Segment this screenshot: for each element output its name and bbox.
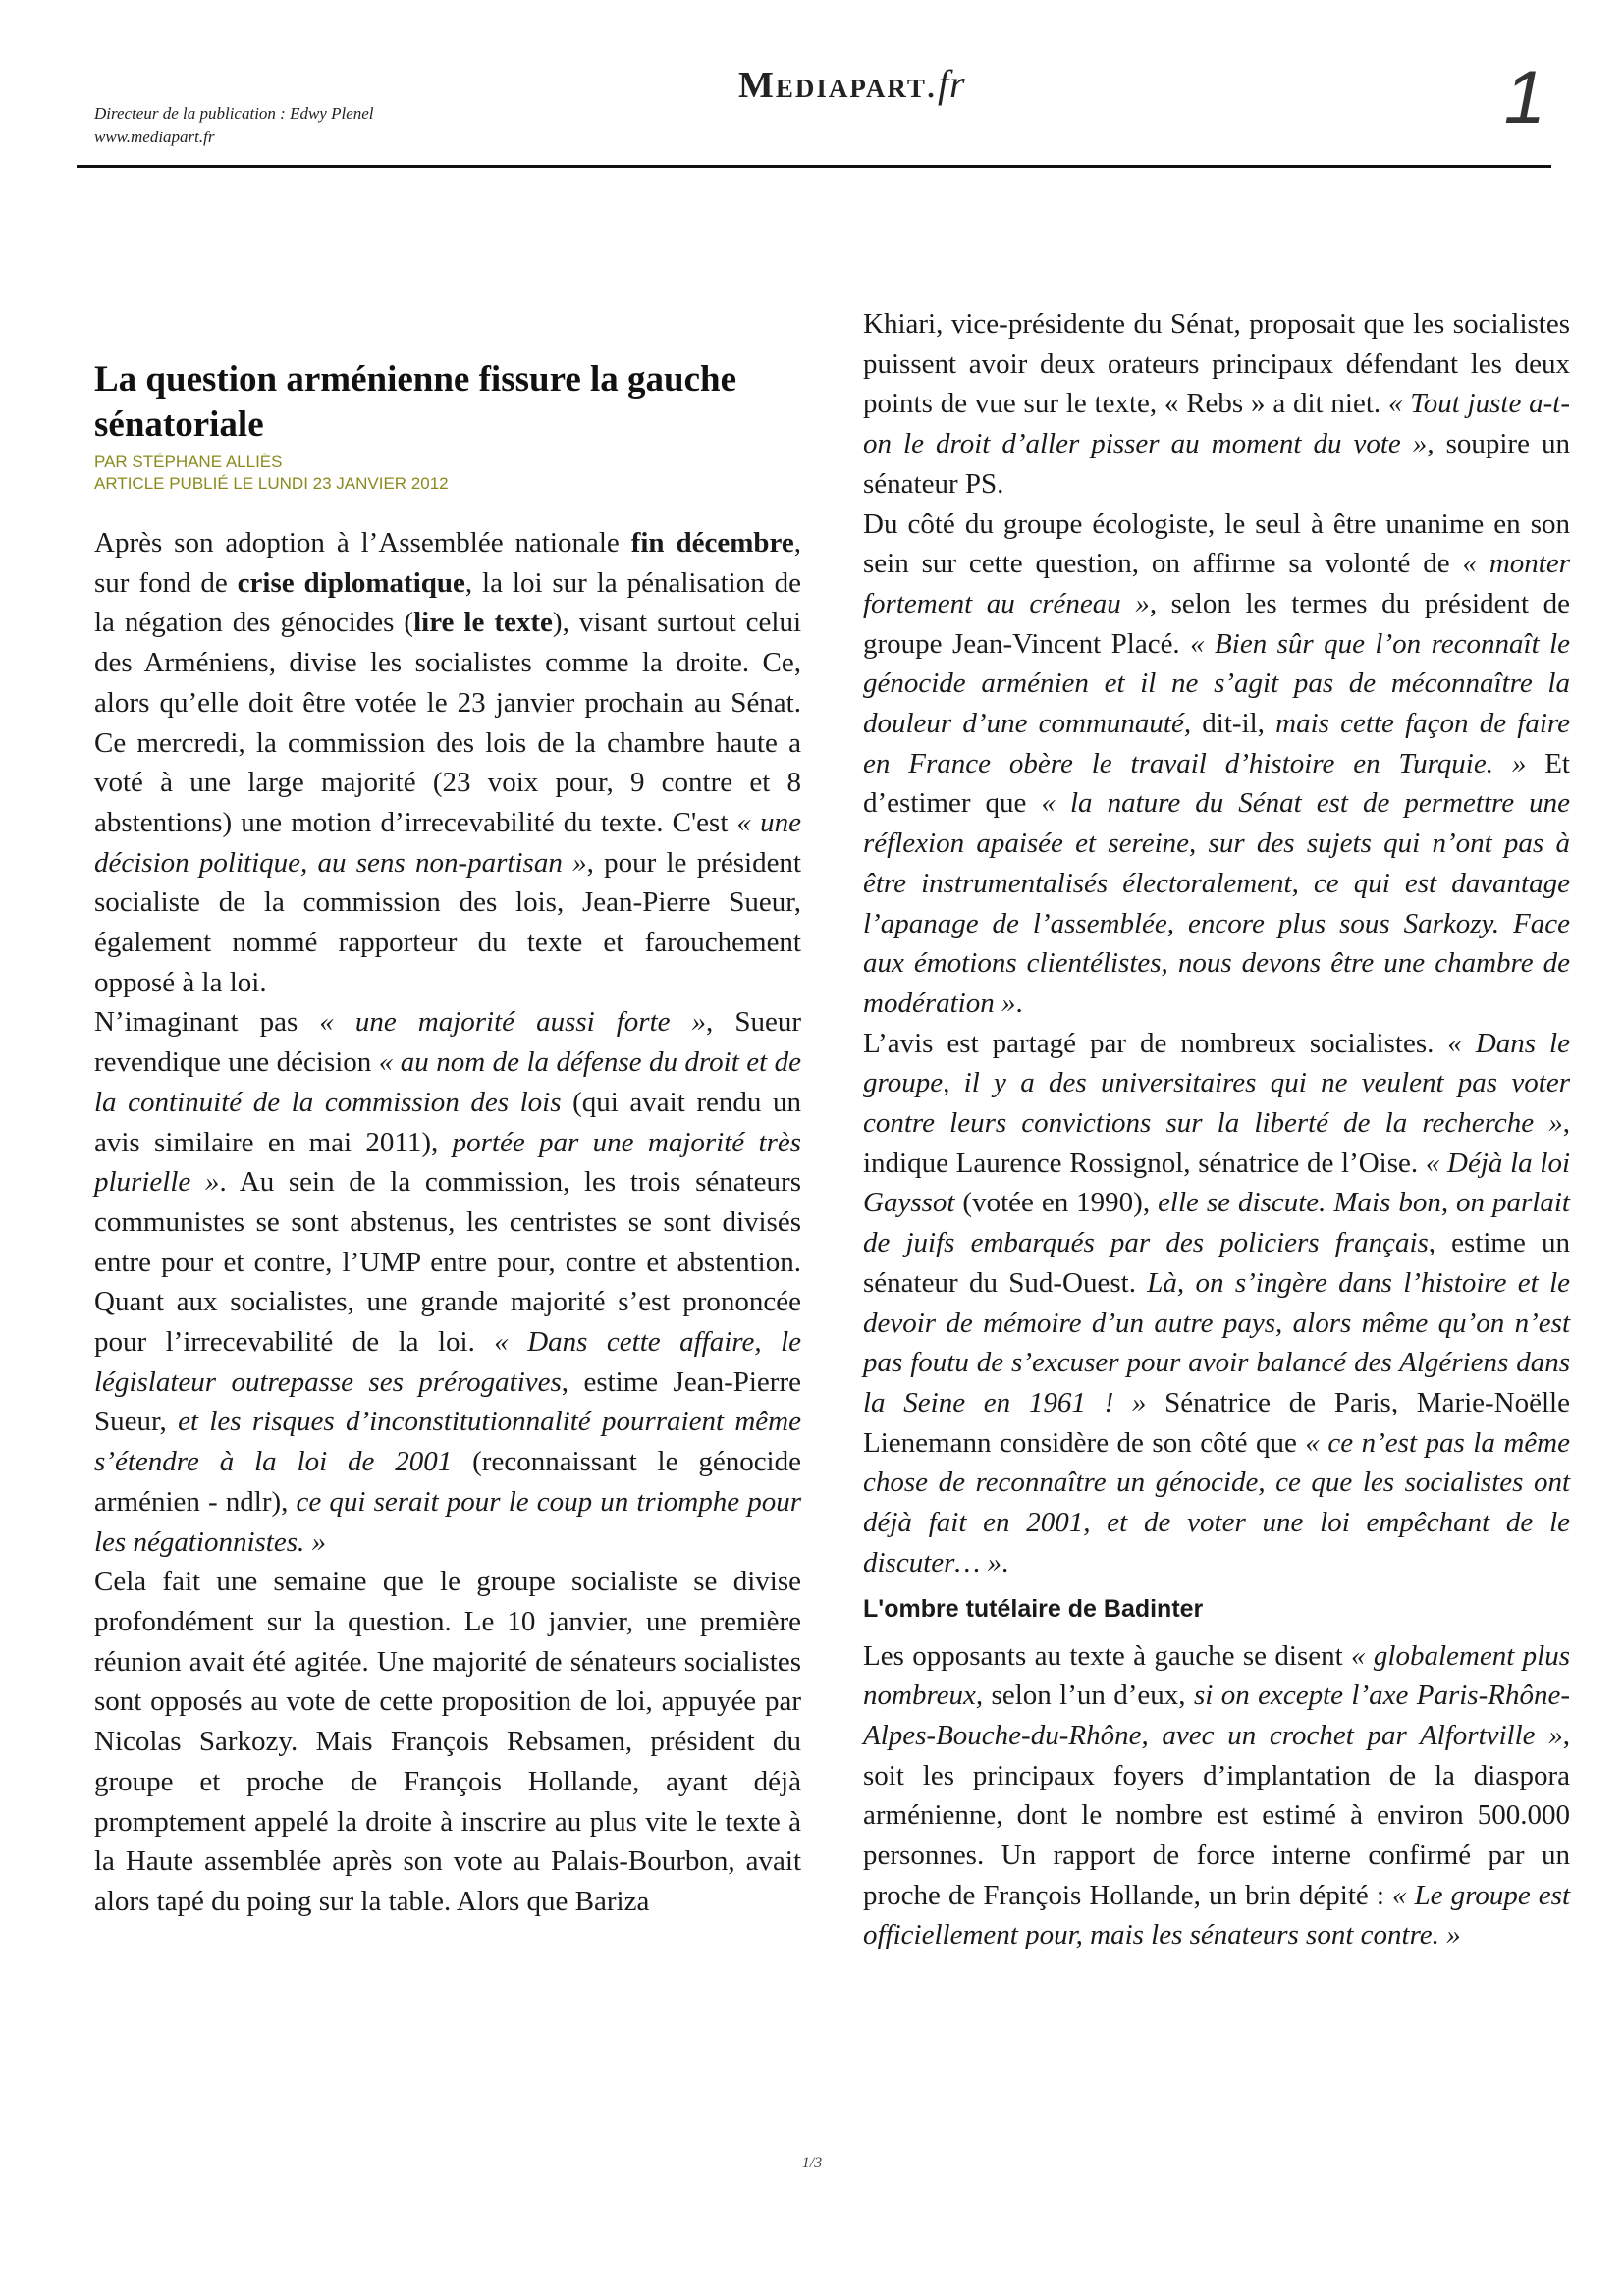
paragraph (863, 1636, 1570, 1956)
quote: « la nature du Sénat est de permettre une réflexion apaisée et sereine, sur des sujets qui n’ont pas à être instrumentalisés électoralement, ce qui est davantage l’apanage de l’assemblée, encore plus sous Sarkozy. Face aux émotions clientélistes, nous devons être une chambre de modération » (863, 787, 1571, 1019)
logo-main: Mediapart (738, 65, 927, 106)
quote: Là, on s’ingère dans l’histoire et le devoir de mémoire d’un autre pays, alors même qu’on n’est pas foutu de s’excuser pour avoir balancé des Algériens dans la Seine en 1961 ! » (863, 1266, 1570, 1418)
text-run: Khiari, vice-présidente du Sénat, proposait que les socialistes puissent avoir deux orateurs principaux défendant les deux points de vue sur le texte, « Rebs » a dit niet. (863, 308, 1570, 420)
paragraph (863, 1024, 1570, 1583)
text-run: . (1001, 1546, 1009, 1578)
quote: « une majorité aussi forte » (319, 1006, 707, 1039)
header-divider (77, 165, 1551, 168)
paragraph (94, 523, 801, 1002)
paragraph (94, 1002, 801, 1562)
text-run: Après son adoption à l’Assemblée nationale (94, 527, 631, 559)
text-run: , estime un sénateur du Sud-Ouest. (863, 1227, 1570, 1299)
page-indicator: 1/3 (801, 2155, 823, 2171)
publication-info (94, 102, 374, 149)
date-line: ARTICLE PUBLIÉ LE LUNDI 23 JANVIER 2012 (94, 474, 449, 493)
text-run: , sur fond de (94, 527, 801, 599)
text-run: ), visant surtout celui des Arméniens, divise les socialistes comme la droite. Ce, alors qu’elle doit être votée le 23 janvier prochain au Sénat. Ce mercredi, la commission des lois de la chambre haute a voté à une large majorité (23 voix pour, 9 contre et 8 abstentions) une motion d’irrecevabilité du texte. C'est (94, 607, 802, 838)
paragraph (863, 304, 1570, 505)
quote: « au nom de la défense du droit et de la continuité de la commission des lois (94, 1046, 802, 1118)
text-run: selon l’un d’eux, (983, 1680, 1194, 1712)
text-run: Du côté du groupe écologiste, le seul à être unanime en son sein sur cette question, on affirme sa volonté de (863, 507, 1570, 580)
quote: « Le groupe est officiellement pour, mais les sénateurs sont contre. » (863, 1879, 1571, 1951)
paragraph: Cela fait une semaine que le groupe socialiste se divise profondément sur la question. Le 10 janvier, une première réunion avait été agitée. Une majorité de sénateurs socialistes sont opposés au vote de cette proposition de loi, appuyée par Nicolas Sarkozy. Mais François Rebsamen, président du groupe et proche de François Hollande, ayant déjà promptement appelé la droite à inscrire au plus vite le texte à la Haute assemblée après son vote au Palais-Bourbon, avait alors tapé du poing sur la table. Alors que Bariza (94, 1566, 801, 1917)
quote: « Dans le groupe, il y a des universitaires qui ne veulent pas voter contre leurs convictions sur la liberté de la recherche » (863, 1027, 1570, 1140)
right-column (863, 304, 1570, 1955)
text-run: Les opposants au texte à gauche se disent (863, 1639, 1352, 1672)
link-lire-le-texte[interactable]: lire le texte (413, 607, 553, 639)
text-run: , selon les termes du président de groupe Jean-Vincent Placé. (863, 587, 1570, 660)
article-title: La question arménienne fissure la gauche sénatoriale (94, 359, 737, 445)
text-run: (votée en 1990), (954, 1187, 1159, 1219)
text-run: Et d’estimer que (863, 747, 1570, 820)
left-column (94, 523, 801, 1922)
text-run: , Sueur revendique une décision (94, 1006, 801, 1079)
quote: mais cette façon de faire en France obère le travail d’histoire en Turquie. » (863, 708, 1570, 779)
quote: ce qui serait pour le coup un triomphe pour les négationnistes. » (94, 1485, 801, 1558)
text-run: . (1015, 987, 1023, 1019)
quote: « Bien sûr que l’on reconnaît le génocide arménien et il ne s’agit pas de méconnaître la douleur d’une communauté, (863, 627, 1571, 740)
text-run: Sénatrice de Paris, Marie-Noëlle Lienemann considère de son côté que (863, 1386, 1570, 1459)
quote: et les risques d’inconstitutionnalité pourraient même s’étendre à la loi de 2001 (94, 1406, 801, 1478)
website-line: www.mediapart.fr (94, 128, 215, 146)
text-run: L’avis est partagé par de nombreux socialistes. (863, 1027, 1448, 1059)
text-run: . Au sein de la commission, les trois sénateurs communistes se sont abstenus, les centristes se sont divisés entre pour et contre, l’UMP entre pour, contre et abstention. Quant aux socialistes, une grande majorité s’est prononcée pour l’irrecevabilité de la loi. (94, 1166, 801, 1359)
quote: « Tout juste a-t-on le droit d’aller pisser au moment du vote » (863, 388, 1571, 460)
paragraph (863, 505, 1570, 1024)
page-number: 1 (1503, 56, 1545, 139)
mediapart-logo (738, 61, 966, 107)
quote: « globalement plus nombreux, (863, 1639, 1571, 1712)
text-run: , la loi sur la pénalisation de la négation des génocides ( (94, 566, 801, 639)
text-run: (reconnaissant le génocide arménien - ndlr), (94, 1446, 801, 1518)
quote: « Déjà la loi Gayssot (863, 1147, 1570, 1219)
section-subheading: L'ombre tutélaire de Badinter (863, 1594, 1204, 1623)
quote: « monter fortement au créneau » (863, 548, 1570, 619)
text-run: (qui avait rendu un avis similaire en mai 2011), (94, 1086, 801, 1158)
director-line: Directeur de la publication : Edwy Plenel (94, 104, 374, 123)
text-run: dit-il, (1191, 708, 1276, 740)
text-run: , pour le président socialiste de la commission des lois, Jean-Pierre Sueur, également nommé rapporteur du texte et farouchement opposé à la loi. (94, 846, 801, 998)
quote: « Dans cette affaire, le législateur outrepasse ses prérogatives (94, 1326, 801, 1398)
quote: si on excepte l’axe Paris-Rhône-Alpes-Bouche-du-Rhône, avec un crochet par Alfortville » (863, 1680, 1570, 1751)
link-fin-decembre[interactable]: fin décembre (630, 527, 794, 559)
quote: elle se discute. Mais bon, on parlait de juifs embarqués par des policiers français (863, 1187, 1570, 1259)
text-run: N’imaginant pas (94, 1006, 320, 1039)
author-line: PAR STÉPHANE ALLIÈS (94, 453, 283, 471)
quote: « une décision politique, au sens non-partisan » (94, 806, 801, 879)
text-run: , estime Jean-Pierre Sueur, (94, 1365, 801, 1438)
byline (94, 452, 449, 495)
text-run: , soit les principaux foyers d’implantation de la diaspora arménienne, dont le nombre est estimé à environ 500.000 personnes. Un rapport de force interne confirmé par un proche de François Hollande, un brin dépité : (863, 1719, 1570, 1911)
quote: portée par une majorité très plurielle » (94, 1126, 802, 1199)
link-crise-diplomatique[interactable]: crise diplomatique (237, 566, 465, 599)
text-run: , indique Laurence Rossignol, sénatrice de l’Oise. (863, 1107, 1570, 1179)
logo-suffix: .fr (926, 62, 966, 106)
text-run: , soupire un sénateur PS. (863, 428, 1570, 500)
quote: « ce n’est pas la même chose de reconnaître un génocide, ce que les socialistes ont déjà fait en 2001, et de voter une loi empêchant de le discuter… » (863, 1426, 1570, 1578)
